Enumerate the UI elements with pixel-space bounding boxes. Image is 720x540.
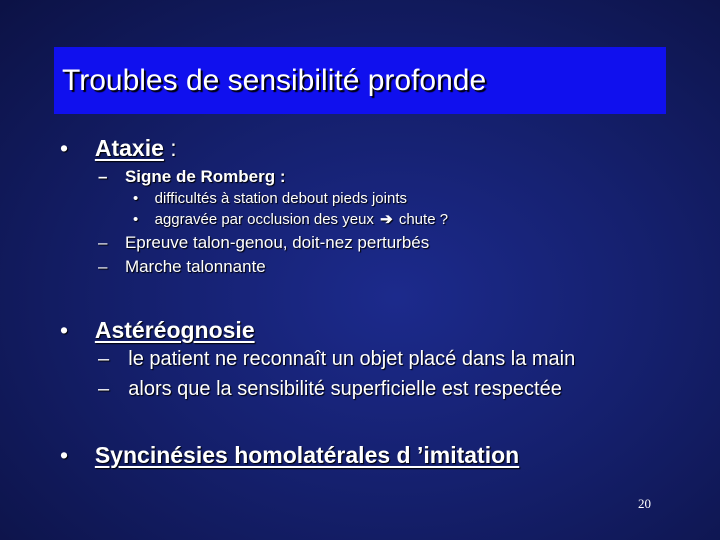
- item-patient: [98, 348, 575, 371]
- dash: –: [98, 378, 110, 400]
- item-text: le patient ne reconnaît un objet placé dans la main: [128, 348, 576, 370]
- slide-title: Troubles de sensibilité profonde: [62, 63, 487, 97]
- dash: –: [98, 257, 108, 276]
- dash: –: [98, 348, 110, 370]
- section-heading-ataxie: Ataxie: [94, 135, 164, 161]
- page-number: 20: [638, 496, 651, 511]
- small-bullet: •: [133, 211, 139, 228]
- item-text: Epreuve talon-genou, doit-nez perturbés: [124, 233, 430, 252]
- subitem-text: aggravée par occlusion des yeux: [154, 211, 374, 228]
- small-bullet: •: [133, 190, 139, 207]
- item-text: Signe de Romberg :: [124, 167, 286, 186]
- bullet: •: [60, 442, 69, 468]
- section-heading-syncinesies: Syncinésies homolatérales d ’imitation: [94, 442, 520, 468]
- item-marche: [98, 257, 266, 277]
- item-romberg: [98, 167, 286, 187]
- heading-suffix: :: [163, 135, 177, 161]
- title-bar: [54, 47, 666, 114]
- arrow-right-icon: ➔: [380, 211, 393, 228]
- item-text: alors que la sensibilité superficielle est respectée: [128, 378, 562, 400]
- subitem-aggravee: [133, 210, 448, 228]
- section-heading-astereognosie: Astéréognosie: [94, 317, 255, 343]
- subitem-text-after: chute ?: [398, 211, 449, 228]
- section-syncinesies: [60, 442, 519, 469]
- subitem-difficultes: [133, 190, 407, 207]
- section-astereognosie: [60, 317, 255, 344]
- bullet: •: [60, 317, 69, 343]
- item-alors: [98, 378, 562, 401]
- item-text: Marche talonnante: [124, 257, 266, 276]
- dash: –: [98, 167, 108, 186]
- item-epreuve: [98, 233, 429, 253]
- dash: –: [98, 233, 108, 252]
- section-ataxie: [60, 135, 177, 162]
- bullet: •: [60, 135, 69, 161]
- subitem-text: difficultés à station debout pieds joints: [154, 190, 407, 207]
